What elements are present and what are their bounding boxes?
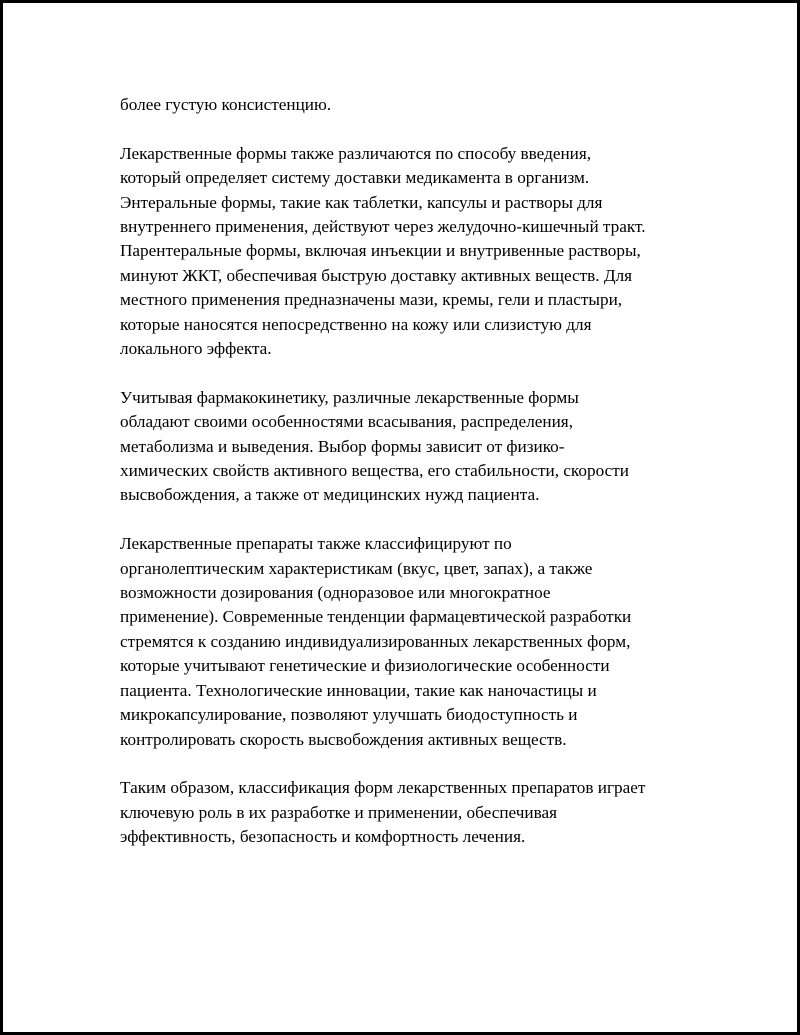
text-line: обладают своими особенностями всасывания, распределения, bbox=[120, 412, 573, 432]
text-line: Лекарственные препараты также классифицируют по bbox=[120, 534, 512, 554]
text-line: ключевую роль в их разработке и применении, обеспечивая bbox=[120, 802, 557, 822]
text-line: пациента. Технологические инновации, такие как наночастицы и bbox=[120, 680, 597, 700]
text-line: Энтеральные формы, такие как таблетки, капсулы и растворы для bbox=[120, 192, 603, 212]
text-line: высвобождения, а также от медицинских нужд пациента. bbox=[120, 485, 540, 505]
document-body bbox=[120, 93, 700, 874]
text-line: Таким образом, классификация форм лекарственных препаратов играет bbox=[120, 778, 646, 798]
paragraph-3 bbox=[120, 386, 700, 508]
text-line: контролировать скорость высвобождения активных веществ. bbox=[120, 729, 567, 749]
text-line: метаболизма и выведения. Выбор формы зависит от физико- bbox=[120, 436, 565, 456]
text-line: микрокапсулирование, позволяют улучшать биодоступность и bbox=[120, 705, 578, 725]
paragraph-4 bbox=[120, 532, 700, 752]
text-line: которые учитывают генетические и физиологические особенности bbox=[120, 656, 610, 676]
text-line: который определяет систему доставки медикамента в организм. bbox=[120, 168, 590, 188]
text-line: стремятся к созданию индивидуализированных лекарственных форм, bbox=[120, 631, 631, 651]
text-line: Парентеральные формы, включая инъекции и внутривенные растворы, bbox=[120, 241, 641, 261]
paragraph-2 bbox=[120, 142, 700, 362]
text-line: органолептическим характеристикам (вкус, цвет, запах), а также bbox=[120, 558, 593, 578]
text-line: более густую консистенцию. bbox=[120, 95, 332, 114]
text-line: химических свойств активного вещества, его стабильности, скорости bbox=[120, 461, 629, 481]
text-line: внутреннего применения, действуют через желудочно-кишечный тракт. bbox=[120, 217, 646, 237]
text-line: Учитывая фармакокинетику, различные лекарственные формы bbox=[120, 387, 579, 407]
text-line: применение). Современные тенденции фармацевтической разработки bbox=[120, 607, 632, 627]
text-line: эффективность, безопасность и комфортность лечения. bbox=[120, 827, 526, 847]
text-line: локального эффекта. bbox=[120, 339, 272, 359]
paragraph-1 bbox=[120, 93, 700, 117]
text-line: которые наносятся непосредственно на кожу или слизистую для bbox=[120, 314, 592, 334]
text-line: минуют ЖКТ, обеспечивая быструю доставку активных веществ. Для bbox=[120, 265, 633, 285]
paragraph-5 bbox=[120, 776, 700, 849]
text-line: возможности дозирования (одноразовое или многократное bbox=[120, 583, 551, 603]
text-line: Лекарственные формы также различаются по способу введения, bbox=[120, 143, 592, 163]
text-line: местного применения предназначены мази, кремы, гели и пластыри, bbox=[120, 290, 623, 310]
